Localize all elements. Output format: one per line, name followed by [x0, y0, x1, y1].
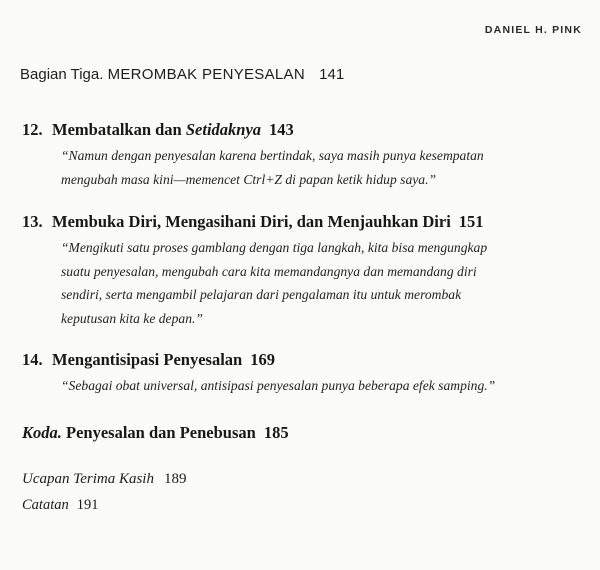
- entry-epigraph: [61, 144, 592, 191]
- entry-heading: [22, 350, 592, 370]
- part-page-number: 141: [319, 66, 345, 83]
- notes-entry: [22, 497, 98, 514]
- entry-epigraph: [61, 236, 592, 330]
- epigraph-line: “Namun dengan penyesalan karena bertindak, saya masih punya kesempatan: [61, 148, 484, 163]
- koda-page-number: 185: [263, 423, 289, 442]
- epigraph-line: sendiri, serta mengambil pelajaran dari pengalaman itu untuk merombak: [61, 287, 462, 302]
- entry-title-italic: Setidaknya: [185, 120, 262, 139]
- entry-page-number: 151: [458, 212, 484, 231]
- epigraph-line: “Sebagai obat universal, antisipasi penyesalan punya beberapa efek samping.”: [61, 378, 496, 393]
- koda-title: Penyesalan dan Penebusan: [66, 423, 256, 442]
- entry-page-number: 143: [269, 120, 294, 139]
- entry-heading: [22, 212, 592, 232]
- epigraph-line: keputusan kita ke depan.”: [61, 310, 203, 326]
- toc-entry-12: [22, 120, 592, 191]
- acknowledgments-entry: [22, 471, 186, 488]
- entry-number: 14.: [22, 350, 43, 369]
- entry-number: 13.: [22, 212, 43, 231]
- entry-title: Mengantisipasi Penyesalan: [52, 350, 243, 369]
- part-heading: [20, 66, 344, 83]
- entry-number: 12.: [22, 120, 43, 139]
- running-header-author: DANIEL H. PINK: [484, 24, 582, 36]
- koda-label: Koda.: [22, 423, 62, 442]
- epigraph-line: suatu penyesalan, mengubah cara kita memandangnya dan memandang diri: [61, 263, 477, 279]
- entry-title: Membuka Diri, Mengasihani Diri, dan Menjauhkan Diri: [52, 212, 451, 231]
- koda-entry: [22, 423, 289, 443]
- acknowledgments-title: Ucapan Terima Kasih: [22, 471, 154, 487]
- entry-heading: [22, 120, 592, 140]
- toc-entry-13: [22, 212, 592, 330]
- epigraph-line: mengubah masa kini—memencet Ctrl+Z di papan ketik hidup saya.”: [61, 171, 437, 187]
- part-prefix: Bagian Tiga.: [20, 66, 104, 83]
- epigraph-line: “Mengikuti satu proses gamblang dengan tiga langkah, kita bisa mengungkap: [61, 240, 488, 255]
- notes-page-number: 191: [76, 497, 99, 513]
- notes-title: Catatan: [22, 497, 69, 513]
- entry-epigraph: [61, 374, 592, 398]
- entry-title: Membatalkan dan: [52, 120, 186, 139]
- entry-page-number: 169: [250, 350, 275, 369]
- toc-entry-14: [22, 350, 592, 398]
- part-title: MEROMBAK PENYESALAN: [107, 66, 305, 83]
- acknowledgments-page-number: 189: [163, 471, 187, 487]
